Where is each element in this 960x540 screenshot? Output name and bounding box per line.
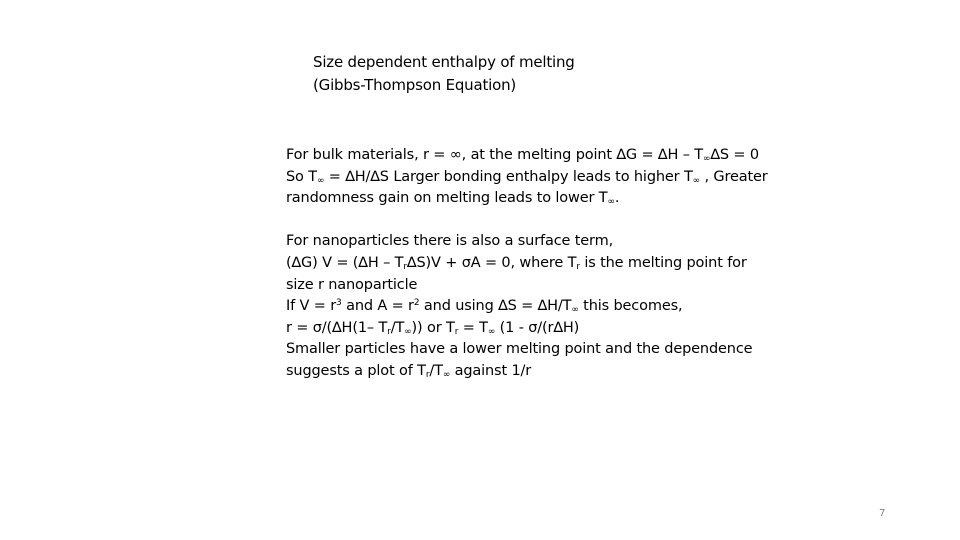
bulk-paragraph <box>286 145 806 210</box>
nano-line-6: Smaller particles have a lower melting point and the dependence <box>286 341 753 358</box>
title-line-2: (Gibbs-Thompson Equation) <box>313 76 517 94</box>
nano-line-2: (∆G) $V = (\Delta H - T_r\Delta S)V + \sigma A = 0$, where $T_r$ is the melting point for <box>286 254 747 273</box>
nanoparticle-paragraph <box>286 231 806 382</box>
nano-line-7: suggests a plot of $T_r/T_\infty$ against 1/r <box>286 362 532 381</box>
bulk-line-1: For bulk materials, r = ∞, at the melting point $\Delta G = \Delta H - T_\infty\Delta S = 0$ <box>286 147 759 165</box>
slide-body <box>286 145 806 383</box>
title-line-1: Size dependent enthalpy of melting <box>313 53 575 71</box>
nano-line-1: For nanoparticles there is also a surface term, <box>286 233 614 250</box>
nano-line-3: size r nanoparticle <box>286 276 418 293</box>
nano-line-5: r = σ/(∆H(1– $T_r/T_\infty$)) or $T_r = T_\infty$ (1 - σ/(r∆H) <box>286 319 580 337</box>
bulk-line-3: randomness gain on melting leads to lower $T_\infty$. <box>286 190 620 208</box>
page-number: 7 <box>879 508 886 519</box>
slide-title <box>313 51 575 97</box>
paragraph-gap <box>286 210 806 232</box>
nano-line-4: If $V = r^3$ and $A = r^2$ and using $\Delta S = \Delta H/T_\infty$ this becomes, <box>286 298 683 316</box>
bulk-line-2: So $T_\infty = \Delta H/\Delta S$ Larger bonding enthalpy leads to higher $T_\infty$ , Greater <box>286 168 768 186</box>
